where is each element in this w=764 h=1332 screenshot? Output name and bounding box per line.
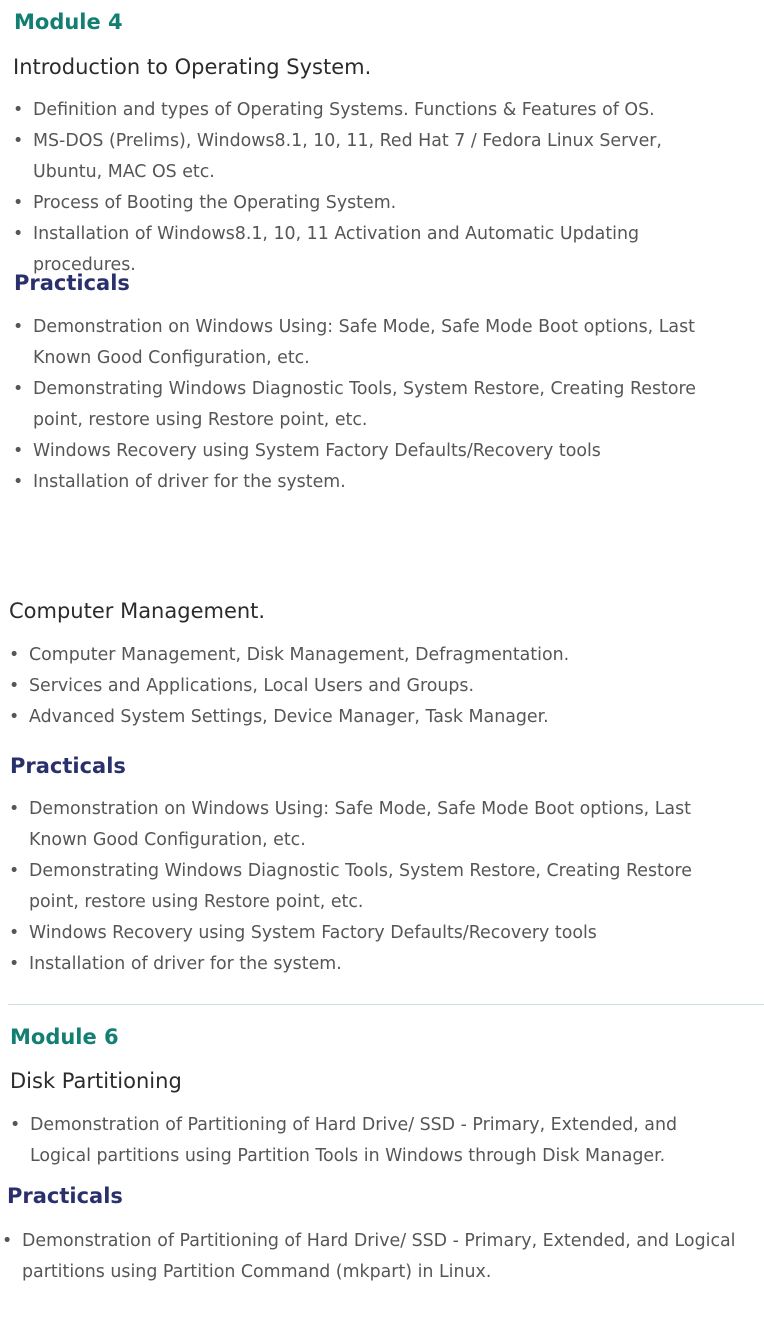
list-item: • MS-DOS (Prelims), Windows8.1, 10, 11, Red Hat 7 / Fedora Linux Server, Ubuntu, MAC OS etc. <box>33 126 733 188</box>
list-item: • Computer Management, Disk Management, Defragmentation. <box>29 640 729 671</box>
list-item: • Demonstration on Windows Using: Safe Mode, Safe Mode Boot options, Last Known Good Configuration, etc. <box>33 312 733 374</box>
module-4-practicals-title: Practicals <box>14 271 130 295</box>
list-item: • Windows Recovery using System Factory Defaults/Recovery tools <box>33 436 733 467</box>
module-6-practicals-list <box>22 1226 758 1288</box>
module-5-topic-title: Computer Management. <box>9 599 266 623</box>
list-item: • Advanced System Settings, Device Manager, Task Manager. <box>29 702 729 733</box>
module-5-practicals-list <box>29 794 729 980</box>
module-4-topic-title: Introduction to Operating System. <box>13 55 372 79</box>
list-item: • Demonstration of Partitioning of Hard Drive/ SSD - Primary, Extended, and Logical partitions using Partition Tools in Windows through Disk Manager. <box>30 1110 730 1172</box>
module-5-practicals-title: Practicals <box>10 754 126 778</box>
list-item: • Services and Applications, Local Users and Groups. <box>29 671 729 702</box>
module-5-topic-list <box>29 640 729 733</box>
section-divider <box>8 1004 764 1005</box>
module-6-topic-list <box>30 1110 730 1172</box>
list-item: • Demonstrating Windows Diagnostic Tools, System Restore, Creating Restore point, restore using Restore point, etc. <box>29 856 729 918</box>
list-item: • Installation of driver for the system. <box>29 949 729 980</box>
module-6-topic-title: Disk Partitioning <box>10 1069 182 1093</box>
module-4-label: Module 4 <box>14 10 123 34</box>
module-6-practicals-title: Practicals <box>7 1184 123 1208</box>
list-item: • Installation of Windows8.1, 10, 11 Activation and Automatic Updating procedures. <box>33 219 733 281</box>
module-4-practicals-list <box>33 312 733 498</box>
list-item: • Demonstration on Windows Using: Safe Mode, Safe Mode Boot options, Last Known Good Configuration, etc. <box>29 794 729 856</box>
module-4-topic-list <box>33 95 733 281</box>
list-item: • Windows Recovery using System Factory Defaults/Recovery tools <box>29 918 729 949</box>
list-item: • Installation of driver for the system. <box>33 467 733 498</box>
list-item: • Process of Booting the Operating System. <box>33 188 733 219</box>
module-6-label: Module 6 <box>10 1025 119 1049</box>
list-item: • Demonstration of Partitioning of Hard Drive/ SSD - Primary, Extended, and Logical partitions using Partition Command (mkpart) in Linux. <box>22 1226 758 1288</box>
list-item: • Demonstrating Windows Diagnostic Tools, System Restore, Creating Restore point, restore using Restore point, etc. <box>33 374 733 436</box>
list-item: • Definition and types of Operating Systems. Functions & Features of OS. <box>33 95 733 126</box>
